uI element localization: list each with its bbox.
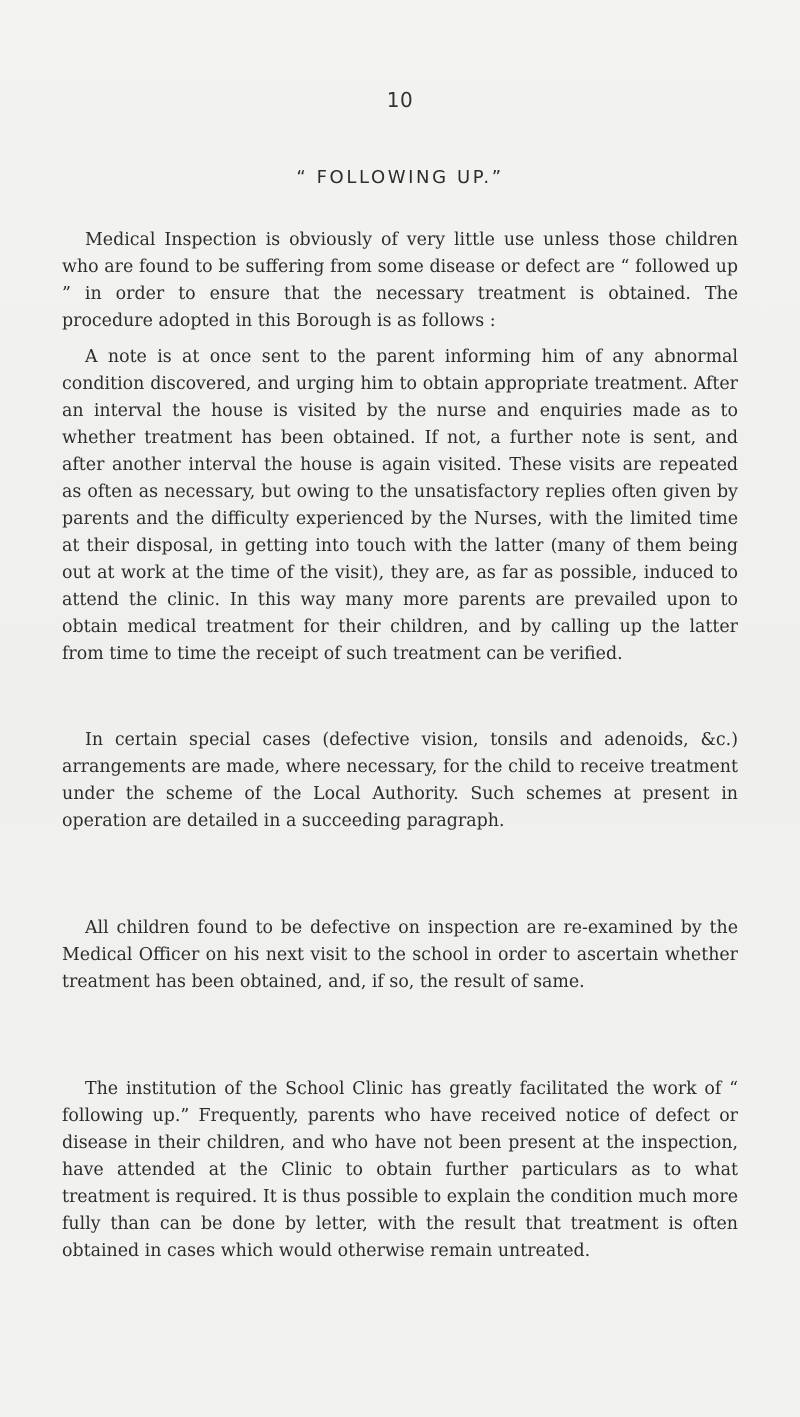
text-block-intro bbox=[62, 227, 738, 668]
page-number: 10 bbox=[386, 88, 414, 112]
text-block-re-examination bbox=[62, 915, 738, 996]
section-heading: “ FOLLOWING UP.” bbox=[296, 167, 504, 188]
paragraph-re-examination: All children found to be defective on inspection are re-examined by the Medical Officer on his next visit to the school in order to ascertain whether treatment has been obtained, and, if so, the result of same. bbox=[62, 918, 738, 992]
text-block-school-clinic bbox=[62, 1076, 738, 1265]
paragraph-intro: Medical Inspection is obviously of very little use unless those children who are found to be suffering from some disease or defect are “ followed up ” in order to ensure that the necessary treatment is obtained. The procedure adopted in this Borough is as follows : bbox=[62, 230, 738, 331]
paragraph-procedure: A note is at once sent to the parent informing him of any abnormal condition discovered, and urging him to obtain appropriate treatment. After an interval the house is visited by the nurse and enquiries made as to whether treatment has been obtained. If not, a further note is sent, and after another interval the house is again visited. These visits are repeated as often as necessary, but owing to the unsatisfactory replies often given by parents and the difficulty experienced by the Nurses, with the limited time at their disposal, in getting into touch with the latter (many of them being out at work at the time of the visit), they are, as far as possible, induced to attend the clinic. In this way many more parents are prevailed upon to obtain medical treatment for their children, and by calling up the latter from time to time the receipt of such treatment can be verified. bbox=[62, 347, 738, 664]
paragraph-school-clinic: The institution of the School Clinic has greatly facilitated the work of “ following up.” Frequently, parents who have received notice of defect or disease in their children, and who have not been present at the inspection, have attended at the Clinic to obtain further particulars as to what treatment is required. It is thus possible to explain the condition much more fully than can be done by letter, with the result that treatment is often obtained in cases which would otherwise remain untreated. bbox=[62, 1079, 738, 1261]
text-block-special-cases bbox=[62, 727, 738, 835]
paragraph-special-cases: In certain special cases (defective vision, tonsils and adenoids, &c.) arrangements are made, where necessary, for the child to receive treatment under the scheme of the Local Authority. Such schemes at present in operation are detailed in a succeeding paragraph. bbox=[62, 730, 738, 831]
